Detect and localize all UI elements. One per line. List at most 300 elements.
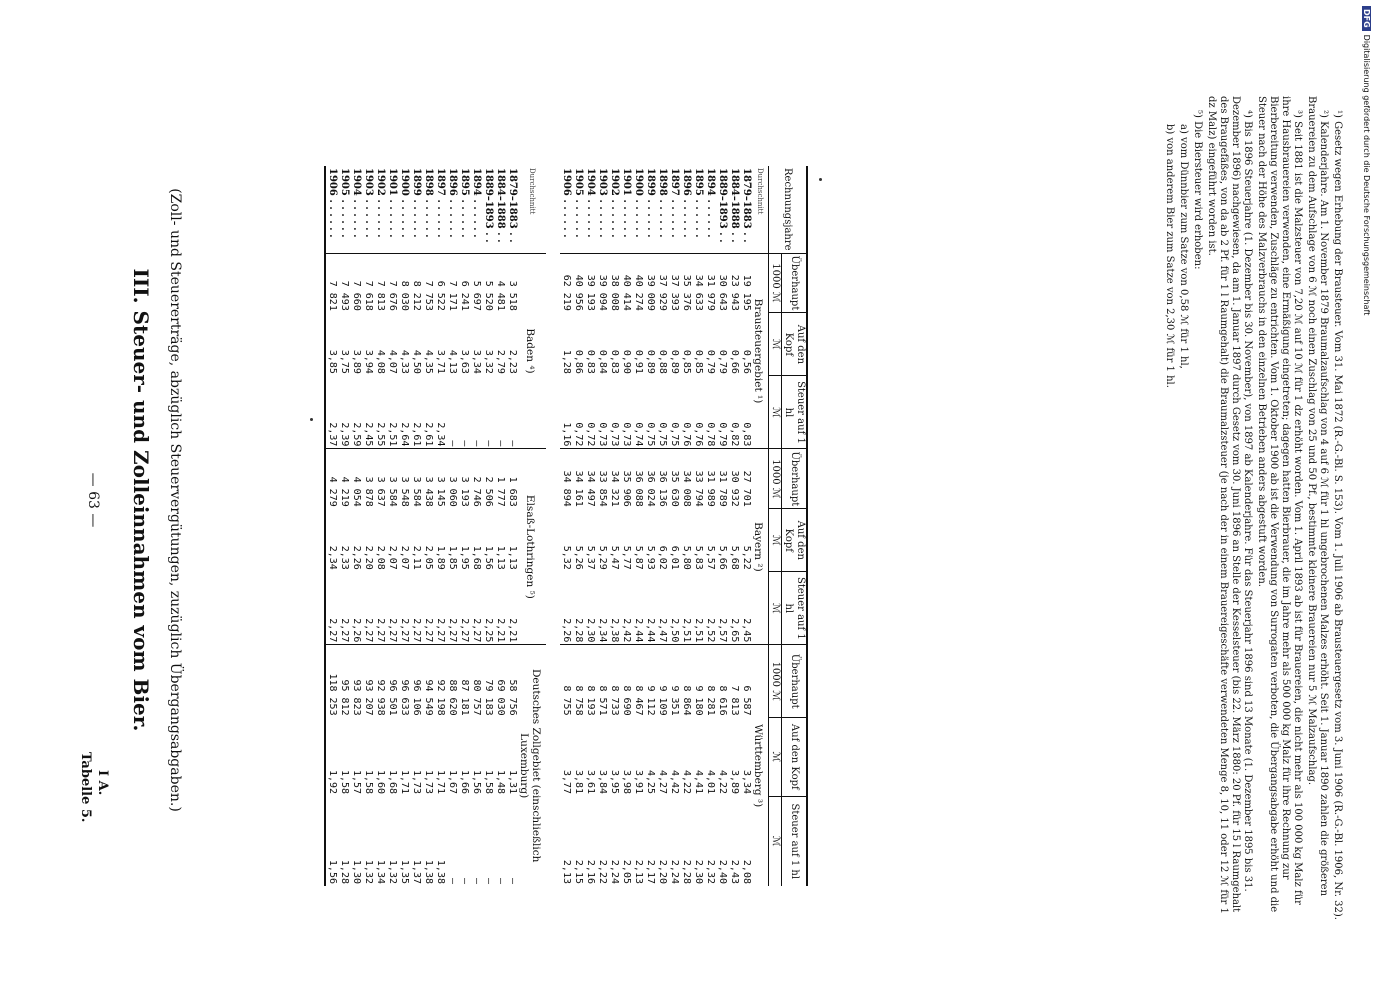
value-cell: 1,68 [387,769,398,795]
value-cell: 2,27 [411,618,422,643]
value-cell: 8 733 [608,645,620,718]
value-cell: 1,37 [411,859,422,884]
value-cell: 62 219 [560,253,572,313]
beer-tax-table [324,166,808,886]
value-cell: 4 481 [494,253,506,313]
value-cell: 1,35 [399,859,410,884]
value-cell: 93 823 [350,645,362,718]
value-cell: 7 660 [350,253,362,313]
value-cell: 2,27 [363,618,374,643]
value-cell: 5,80 [681,545,692,570]
footnote-5a: a) vom Dünnbier zum Satze von 0,58 ℳ für 1 hl, [1178,124,1189,369]
value-cell: 1,31 [507,769,518,795]
year-cell: 1899 . . . . . . [645,168,656,238]
value-cell: 5,57 [705,545,716,570]
year-cell: 1903 . . . . . . [597,168,608,238]
value-cell: 34 497 [584,449,596,509]
value-cell: 39 094 [596,253,608,313]
value-cell: 5,26 [573,545,584,570]
value-cell: 6 522 [434,253,446,313]
value-cell: 92 198 [434,645,446,718]
value-cell: — [507,440,518,447]
table-row [644,166,656,886]
year-cell: 1900 . . . . . . [399,168,410,238]
value-cell: 0,73 [609,422,620,447]
value-cell: 6,02 [657,545,668,570]
value-cell: 0,89 [669,349,680,374]
year-cell: 1905 . . . . . . [573,168,584,238]
value-cell: 4,22 [717,769,728,795]
value-cell: 3,85 [327,349,338,374]
value-cell: 9 109 [656,645,668,718]
value-cell: 8 758 [572,645,584,718]
value-cell: 0,72 [573,422,584,447]
value-cell: 4,27 [657,769,668,795]
value-cell: 5,29 [597,545,608,570]
year-cell: 1898 . . . . . . [657,168,668,238]
value-cell: 3,63 [459,349,470,374]
value-cell: 1,95 [459,545,470,570]
value-cell: 36 088 [632,449,644,509]
value-cell: 2,51 [681,618,692,643]
table-row [374,166,386,886]
unit-mark: ℳ [769,509,782,572]
value-cell: 1,34 [375,859,386,884]
value-cell: 1,71 [399,769,410,795]
value-cell: 4,13 [447,349,458,374]
value-cell: 3,91 [633,769,644,795]
value-cell: 3,75 [339,349,350,374]
value-cell: 3,95 [609,769,620,795]
year-cell: 1901 . . . . . . [387,168,398,238]
value-cell: 79 183 [482,645,494,718]
value-cell: 3,61 [585,769,596,795]
value-cell: 2,22 [597,859,608,884]
value-cell: 1,67 [447,769,458,795]
col-perhead-header: Auf den Kopf [782,718,808,796]
unit-mark: ℳ [769,376,782,449]
value-cell: 9 351 [668,645,680,718]
value-cell: 3 637 [374,449,386,509]
value-cell: 58 756 [506,645,518,718]
year-cell: 1904 . . . . . . [585,168,596,238]
value-cell: 3 584 [410,449,422,509]
value-cell: 0,83 [741,422,752,447]
value-cell: 4 054 [350,449,362,509]
table-row [716,166,728,886]
year-cell: 1904 . . . . . . [351,168,362,238]
value-cell: — [495,877,506,884]
value-cell: 5,77 [621,545,632,570]
year-cell: 1905 . . . . . . [339,168,350,238]
value-cell: 39 009 [644,253,656,313]
year-cell: 1897 . . . . . . [435,168,446,238]
table-row [560,166,572,886]
value-cell: 2,07 [387,545,398,570]
value-cell: 3,34 [741,769,752,795]
value-cell: 1,56 [483,545,494,570]
value-cell: 2,52 [705,618,716,643]
value-cell: 4,25 [645,769,656,795]
value-cell: 0,75 [657,422,668,447]
col-perhl-header: Steuer auf 1 hl [782,796,808,886]
value-cell: 3 548 [398,449,410,509]
table-row [325,166,338,886]
value-cell: 2,34 [435,422,446,447]
table-row [422,166,434,886]
table-row [680,166,692,886]
value-cell: 0,79 [717,422,728,447]
year-cell: 1879–1883 . . [507,168,518,243]
value-cell: 2,27 [435,618,446,643]
value-cell: 0,78 [705,422,716,447]
value-cell: 31 789 [716,449,728,509]
table-row [596,166,608,886]
value-cell: 1,73 [423,769,434,795]
value-cell: 31 989 [704,449,716,509]
dfg-credit [1362,6,1371,406]
dfg-credit-text: Digitalisierung gefördert durch die Deutsche Forschungsgemeinschaft [1362,34,1371,316]
value-cell: 8 864 [680,645,692,718]
section-header-row [752,166,769,886]
value-cell: 33 854 [596,449,608,509]
value-cell: 96 106 [410,645,422,718]
value-cell: 0,76 [681,422,692,447]
year-cell: 1906 . . . . . . [561,168,572,238]
value-cell: 4 279 [325,449,338,509]
value-cell: 0,74 [633,422,644,447]
value-cell: 9 180 [692,645,704,718]
value-cell: 2,57 [717,618,728,643]
value-cell: 1,56 [471,769,482,795]
page-subtitle: (Zoll- und Steuererträge, abzüglich Steuervergütungen, zuzüglich Übergangsabgaben.) [167,188,183,812]
value-cell: 2,07 [399,545,410,570]
value-cell: — [459,440,470,447]
value-cell: 7 813 [374,253,386,313]
value-cell: 2,59 [351,422,362,447]
footnote-1: ¹) Gesetz wegen Erhebung der Brausteuer. Vom 31. Mai 1872 (R.-G.-Bl. S. 153). Vom 1. Juli 1906 ab Brausteuergesetz vom 3. Juni 1906 (R.-G.-Bl. 1906, Nr. 32). [1332,110,1343,920]
value-cell: 2,44 [645,618,656,643]
value-cell: 31 979 [704,253,716,313]
value-cell: 3 518 [506,253,518,313]
value-cell: 2,28 [681,859,692,884]
value-cell: 1,68 [471,545,482,570]
table-row [494,166,506,886]
value-cell: 34 161 [572,449,584,509]
value-cell: 1,60 [375,769,386,795]
value-cell: 2,13 [633,859,644,884]
value-cell: 4,22 [681,769,692,795]
value-cell: 2,33 [339,545,350,570]
value-cell: 2,05 [621,859,632,884]
value-cell: 38 008 [608,253,620,313]
value-cell: — [471,440,482,447]
value-cell: 0,72 [585,422,596,447]
value-cell: 87 181 [458,645,470,718]
value-cell: 35 376 [680,253,692,313]
value-cell: 1,28 [339,859,350,884]
value-cell: 4,35 [423,349,434,374]
value-cell: 118 253 [325,645,338,718]
value-cell: 8 690 [620,645,632,718]
value-cell: 1,73 [411,769,422,795]
value-cell: 7 753 [422,253,434,313]
col-year-header: Rechnungsjahre [769,166,808,253]
value-cell: 5,37 [585,545,596,570]
value-cell: 19 195 [740,253,752,313]
table-row [506,166,518,886]
value-cell: 1 777 [494,449,506,509]
value-cell: 2,55 [375,422,386,447]
col-total-header: Überhaupt [782,449,808,509]
value-cell: 8 571 [596,645,608,718]
value-cell: 2,21 [495,618,506,643]
value-cell: 4,33 [399,349,410,374]
value-cell: 1,30 [351,859,362,884]
value-cell: 88 620 [446,645,458,718]
value-cell: 1,56 [327,859,338,884]
value-cell: — [483,440,494,447]
value-cell: 0,89 [645,349,656,374]
value-cell: 8 193 [584,645,596,718]
speck [310,418,313,421]
value-cell: 40 274 [632,253,644,313]
value-cell: 2,11 [411,545,422,570]
table-row [434,166,446,886]
year-cell: 1894 . . . . . . [471,168,482,238]
value-cell: 4,41 [693,769,704,795]
unit-total: 1000 ℳ [769,253,782,313]
value-cell: 93 207 [362,645,374,718]
value-cell: 2,30 [693,859,704,884]
value-cell: 3 584 [386,449,398,509]
year-cell: 1902 . . . . . . [375,168,386,238]
table-row [350,166,362,886]
value-cell: 2,26 [351,545,362,570]
value-cell: 33 794 [692,449,704,509]
page-title: III. Steuer- und Zolleinnahmen vom Bier. [129,268,153,732]
value-cell: 3,84 [597,769,608,795]
value-cell: 95 812 [338,645,350,718]
value-cell: — [471,877,482,884]
value-cell: 96 501 [386,645,398,718]
year-cell: 1903 . . . . . . [363,168,374,238]
year-cell: 1900 . . . . . . [633,168,644,238]
value-cell: 2,51 [693,618,704,643]
value-cell: 8 212 [410,253,422,313]
value-cell: 2,34 [597,618,608,643]
value-cell: 5,93 [645,545,656,570]
value-cell: 35 906 [620,449,632,509]
year-cell: 1906 . . . . . . [327,168,338,238]
value-cell: 2,27 [327,618,338,643]
value-cell: 2,37 [327,422,338,447]
value-cell: — [483,877,494,884]
value-cell: 0,86 [573,349,584,374]
value-cell: 2,40 [717,859,728,884]
value-cell: 5,87 [633,545,644,570]
year-cell: 1901 . . . . . . [621,168,632,238]
footnote-2: ²) Kalenderjahre. Am 1. November 1879 Braumalzaufschlag von 4 auf 6 ℳ für 1 hl ungebrochenen Malzes erhöht. Seit 1. Januar 1890 zahlen die größeren Brauereien zu dem Aufschlage von 6 ℳ noch einen Zuschlag von 25 und 50 Pf., bestimmte kleinere Brauereien nur 5 ℳ Malzaufschlag. [1306,96,1329,897]
value-cell: 0,83 [609,349,620,374]
table-row [584,166,596,886]
value-cell: 1,58 [339,769,350,795]
value-cell: 8 467 [632,645,644,718]
value-cell: 4,08 [375,349,386,374]
value-cell: 2 746 [470,449,482,509]
value-cell: 0,79 [705,349,716,374]
value-cell: 6 241 [458,253,470,313]
value-cell: 0,75 [645,422,656,447]
value-cell: 1,13 [507,545,518,570]
value-cell: 2,27 [399,618,410,643]
value-cell: 0,79 [717,349,728,374]
value-cell: 2,26 [351,618,362,643]
section-side-label: Durchschnitt [756,168,764,215]
year-cell: 1879–1883 . . [741,168,752,243]
value-cell: 80 757 [470,645,482,718]
value-cell: 0,82 [729,422,740,447]
table-row [572,166,584,886]
value-cell: 34 321 [608,449,620,509]
unit-total: 1000 ℳ [769,449,782,509]
unit-mark: ℳ [769,796,782,886]
col-perhl-header: Steuer auf 1 hl [782,376,808,449]
value-cell: 94 549 [422,645,434,718]
value-cell: 1 683 [506,449,518,509]
value-cell: 4,50 [411,349,422,374]
value-cell: 27 701 [740,449,752,509]
value-cell: 1,58 [483,769,494,795]
value-cell: 2,42 [621,618,632,643]
value-cell: 4,07 [387,349,398,374]
section-header-row [518,166,546,886]
value-cell: 7 618 [362,253,374,313]
value-cell: 1,71 [435,769,446,795]
table-row [620,166,632,886]
footnote-5: ⁵) Die Biersteuer wird erhoben: [1192,110,1203,270]
table-row [458,166,470,886]
year-cell: 1896 . . . . . . [447,168,458,238]
year-cell: 1895 . . . . . . [459,168,470,238]
value-cell: 2,24 [669,859,680,884]
value-cell: 7 821 [325,253,338,313]
value-cell: 0,91 [633,349,644,374]
value-cell: 2,61 [411,422,422,447]
footnotes [1161,96,1343,926]
value-cell: 40 956 [572,253,584,313]
value-cell: 2,13 [561,859,572,884]
value-cell: 2,27 [471,618,482,643]
value-cell: 0,85 [693,349,704,374]
table-row [656,166,668,886]
col-perhead-header: Auf den Kopf [782,313,808,376]
value-cell: 2,28 [573,618,584,643]
section-side-label: Durchschnitt [528,168,536,215]
value-cell: 7 171 [446,253,458,313]
table-row [728,166,740,886]
value-cell: 1,92 [327,769,338,795]
page-number: — 63 — [85,472,101,528]
value-cell: 3 060 [446,449,458,509]
value-cell: 2,17 [645,859,656,884]
value-cell: 2,39 [339,422,350,447]
value-cell: 34 008 [680,449,692,509]
value-cell: 1,28 [561,349,572,374]
value-cell: 1,32 [387,859,398,884]
table-row [410,166,422,886]
value-cell: 2,08 [741,859,752,884]
table-row [446,166,458,886]
value-cell: 5 697 [470,253,482,313]
value-cell: 0,88 [657,349,668,374]
value-cell: 30 643 [716,253,728,313]
value-cell: 4,42 [669,769,680,795]
section-region-label: Bayern ²) [752,449,769,645]
value-cell: — [459,877,470,884]
value-cell: 8 755 [560,645,572,718]
value-cell: 8 281 [704,645,716,718]
value-cell: 0,73 [597,422,608,447]
value-cell: 2,79 [495,349,506,374]
value-cell: 5,32 [561,545,572,570]
value-cell: — [447,440,458,447]
table-row [632,166,644,886]
value-cell: 1,13 [495,545,506,570]
value-cell: 37 929 [656,253,668,313]
year-cell: 1894 . . . . . . [705,168,716,238]
value-cell: 36 024 [644,449,656,509]
value-cell: 2,15 [573,859,584,884]
value-cell: 0,83 [585,349,596,374]
value-cell: 5,66 [717,545,728,570]
value-cell: 3,81 [573,769,584,795]
year-cell: 1902 . . . . . . [609,168,620,238]
unit-total: 1000 ℳ [769,645,782,718]
section-region-label: Deutsches Zollgebiet (einschließlich Luxemburg) [518,645,546,886]
footnote-4: ⁴) Bis 1896 Steuerjahre (1. Dezember bis 30. November), von 1897 ab Kalenderjahre. Für das Steuerjahr 1896 sind 13 Monate (1. Dezember 1895 bis 31. Dezember 1896) nachgewiesen, da am 1. Januar 1897 durch Gesetz vom 30. Juni 1896 an Stelle der Kesselsteuer (bis 22. März 1880: 20 Pf. für 15 l Raumgehalt des Braugefäßes, von da ab 2 Pf. für 1 l Raumgehalt) die Braumalzsteuer (je nach der in einem Brauereigeschäfte verwendeten Menge 8, 10, 11 oder 12 ℳ für 1 dz Malz) eingeführt worden ist. [1206,96,1253,914]
value-cell: 6,01 [669,545,680,570]
value-cell: 2,61 [423,422,434,447]
value-cell: 1,57 [351,769,362,795]
value-cell: — [507,877,518,884]
value-cell: 4 219 [338,449,350,509]
value-cell: 2,30 [585,618,596,643]
value-cell: 2,27 [459,618,470,643]
value-cell: 2,20 [657,859,668,884]
value-cell: 1,85 [447,545,458,570]
section-region-label: Brausteuergebiet ¹) [752,253,769,449]
value-cell: 96 633 [398,645,410,718]
value-cell: 7 493 [338,253,350,313]
value-cell: 34 633 [692,253,704,313]
unit-mark: ℳ [769,718,782,796]
value-cell: 2,65 [729,618,740,643]
year-cell: 1898 . . . . . . [423,168,434,238]
value-cell: 3,71 [435,349,446,374]
value-cell: 0,73 [621,422,632,447]
value-cell: 40 414 [620,253,632,313]
value-cell: 1,16 [561,422,572,447]
col-perhead-header: Auf den Kopf [782,509,808,572]
table-row [668,166,680,886]
value-cell: 8 030 [398,253,410,313]
value-cell: 3,77 [561,769,572,795]
value-cell: 34 894 [560,449,572,509]
value-cell: 3 193 [458,449,470,509]
value-cell: 2,38 [609,618,620,643]
table-row [704,166,716,886]
